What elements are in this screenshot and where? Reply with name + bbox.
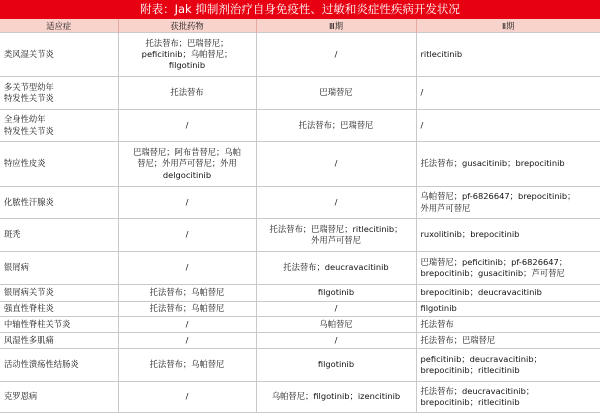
cell-indication [0, 349, 118, 382]
cell-line: / [334, 158, 338, 169]
cell-phase2 [416, 333, 600, 349]
cell-phase3 [256, 187, 416, 219]
cell-phase3 [256, 219, 416, 252]
cell-approved [118, 302, 256, 317]
cell-phase3 [256, 382, 416, 413]
table-row [0, 77, 600, 110]
cell-line: brepocitinib；deucravacitinib [420, 287, 542, 298]
cell-indication [0, 187, 118, 219]
header-phase2: Ⅱ期 [416, 19, 600, 33]
cell-line: 托法替布 [420, 318, 454, 329]
cell-approved [118, 110, 256, 142]
cell-approved [118, 333, 256, 349]
development-status-table [0, 19, 600, 413]
cell-phase2 [416, 219, 600, 252]
cell-line: / [185, 196, 189, 207]
cell-phase3 [256, 142, 416, 187]
cell-phase2 [416, 33, 600, 77]
cell-line: / [420, 87, 424, 98]
cell-line: 银屑病关节炎 [4, 287, 54, 298]
cell-phase3 [256, 317, 416, 333]
cell-line: brepocitinib；ritlecitinib [420, 397, 520, 407]
cell-approved [118, 317, 256, 333]
table-row [0, 285, 600, 302]
table-row [0, 187, 600, 219]
cell-indication [0, 33, 118, 77]
cell-phase3 [256, 333, 416, 349]
cell-phase3 [256, 285, 416, 302]
cell-indication [0, 317, 118, 333]
table-header-row [0, 19, 600, 33]
cell-line: brepocitinib；ritlecitinib [420, 365, 520, 375]
cell-line: 托法替布；gusacitinib；brepocitinib [420, 158, 565, 169]
cell-line: 托法替布；乌帕替尼 [149, 303, 225, 314]
cell-phase2 [416, 349, 600, 382]
table-row [0, 252, 600, 285]
cell-phase2 [416, 77, 600, 110]
cell-line: 活动性溃疡性结肠炎 [4, 359, 79, 370]
cell-phase3 [256, 302, 416, 317]
cell-line: 托法替布；乌帕替尼 [149, 359, 225, 370]
cell-indication [0, 333, 118, 349]
cell-line: 化脓性汗腺炎 [4, 196, 54, 207]
cell-line: / [185, 334, 189, 345]
cell-indication [0, 302, 118, 317]
cell-phase2 [416, 382, 600, 413]
cell-line: 托法替布；巴瑞替尼 [298, 119, 374, 130]
cell-line: 中轴性脊柱关节炎 [4, 318, 71, 329]
cell-approved [118, 187, 256, 219]
cell-line: / [334, 196, 338, 207]
table-row [0, 219, 600, 252]
cell-line: 巴瑞替尼 [319, 87, 353, 98]
cell-phase3 [256, 110, 416, 142]
cell-line: 全身性幼年 [4, 114, 46, 125]
cell-indication [0, 110, 118, 142]
cell-line: 巴瑞替尼；阿布昔替尼；乌帕 [133, 147, 241, 158]
cell-line: 托法替布；deucravacitinib [283, 262, 389, 273]
cell-approved [118, 33, 256, 77]
cell-line: 特应性皮炎 [4, 158, 46, 169]
cell-phase2 [416, 302, 600, 317]
cell-phase3 [256, 77, 416, 110]
cell-phase2 [416, 252, 600, 285]
cell-phase2 [416, 285, 600, 302]
cell-line: filgotinib [168, 60, 206, 71]
cell-line: / [185, 229, 189, 240]
table-row [0, 110, 600, 142]
cell-line: 巴瑞替尼；peficitinib；pf-6826647； [420, 256, 568, 267]
cell-line: 强直性脊柱炎 [4, 303, 54, 314]
cell-line: 托法替布；巴瑞替尼 [420, 334, 496, 345]
cell-line: peficitinib；乌帕替尼； [141, 48, 233, 59]
cell-approved [118, 349, 256, 382]
cell-approved [118, 285, 256, 302]
table-body [0, 33, 600, 413]
cell-line: 特发性关节炎 [4, 125, 54, 136]
cell-phase3 [256, 349, 416, 382]
cell-indication [0, 142, 118, 187]
header-approved: 获批药物 [118, 19, 256, 33]
cell-line: 斑秃 [4, 229, 21, 240]
cell-phase2 [416, 187, 600, 219]
header-phase3: Ⅲ期 [256, 19, 416, 33]
cell-indication [0, 252, 118, 285]
table-row [0, 349, 600, 382]
cell-approved [118, 219, 256, 252]
cell-line: ruxolitinib；brepocitinib [420, 229, 520, 240]
header-indication: 适应症 [0, 19, 118, 33]
cell-line: 特发性关节炎 [4, 93, 54, 103]
table-title: 附表：Jak 抑制剂治疗自身免疫性、过敏和炎症性疾病开发状况 [0, 0, 600, 19]
cell-line: / [420, 119, 424, 130]
cell-approved [118, 142, 256, 187]
cell-line: 托法替布；巴瑞替尼；ritlecitinib； [269, 223, 403, 234]
cell-line: brepocitinib；gusacitinib；芦可替尼 [420, 268, 565, 278]
cell-line: 托法替布 [170, 87, 204, 98]
cell-line: 外用芦可替尼 [311, 235, 361, 245]
cell-line: 乌帕替尼；filgotinib；izencitinib [271, 391, 401, 402]
cell-line: ritlecitinib [420, 48, 463, 59]
cell-phase2 [416, 317, 600, 333]
cell-line: 多关节型幼年 [4, 81, 54, 92]
cell-line: filgotinib [317, 359, 355, 370]
cell-line: 风湿性多肌痛 [4, 334, 54, 345]
cell-line: 银屑病 [4, 262, 29, 273]
cell-line: 乌帕替尼；pf-6826647；brepocitinib； [420, 191, 576, 202]
cell-line: filgotinib [420, 303, 457, 314]
cell-line: 托法替布；巴瑞替尼； [145, 37, 229, 48]
table-row [0, 317, 600, 333]
cell-phase3 [256, 252, 416, 285]
cell-line: 托法替布；deucravacitinib； [420, 385, 535, 396]
cell-line: / [334, 334, 338, 345]
cell-line: / [185, 391, 189, 402]
cell-line: 替尼；外用芦可替尼；外用 [137, 158, 237, 169]
table-row [0, 333, 600, 349]
table-row [0, 142, 600, 187]
cell-indication [0, 219, 118, 252]
cell-line: peficitinib；deucravacitinib； [420, 353, 542, 364]
cell-indication [0, 285, 118, 302]
cell-line: 外用芦可替尼 [420, 202, 471, 213]
cell-phase2 [416, 142, 600, 187]
cell-line: 托法替布；乌帕替尼 [149, 287, 225, 298]
cell-line: 克罗恩病 [4, 391, 38, 402]
cell-indication [0, 382, 118, 413]
cell-approved [118, 77, 256, 110]
cell-line: delgocitinib [162, 169, 212, 180]
cell-line: / [185, 119, 189, 130]
cell-line: / [185, 318, 189, 329]
table-row [0, 382, 600, 413]
cell-approved [118, 382, 256, 413]
cell-line: 类风湿关节炎 [4, 48, 54, 59]
cell-phase2 [416, 110, 600, 142]
table-row [0, 302, 600, 317]
cell-line: filgotinib [317, 287, 355, 298]
cell-phase3 [256, 33, 416, 77]
table-row [0, 33, 600, 77]
cell-line: / [334, 48, 338, 59]
cell-approved [118, 252, 256, 285]
cell-line: / [334, 303, 338, 314]
cell-line: 乌帕替尼 [319, 318, 353, 329]
cell-indication [0, 77, 118, 110]
cell-line: / [185, 262, 189, 273]
